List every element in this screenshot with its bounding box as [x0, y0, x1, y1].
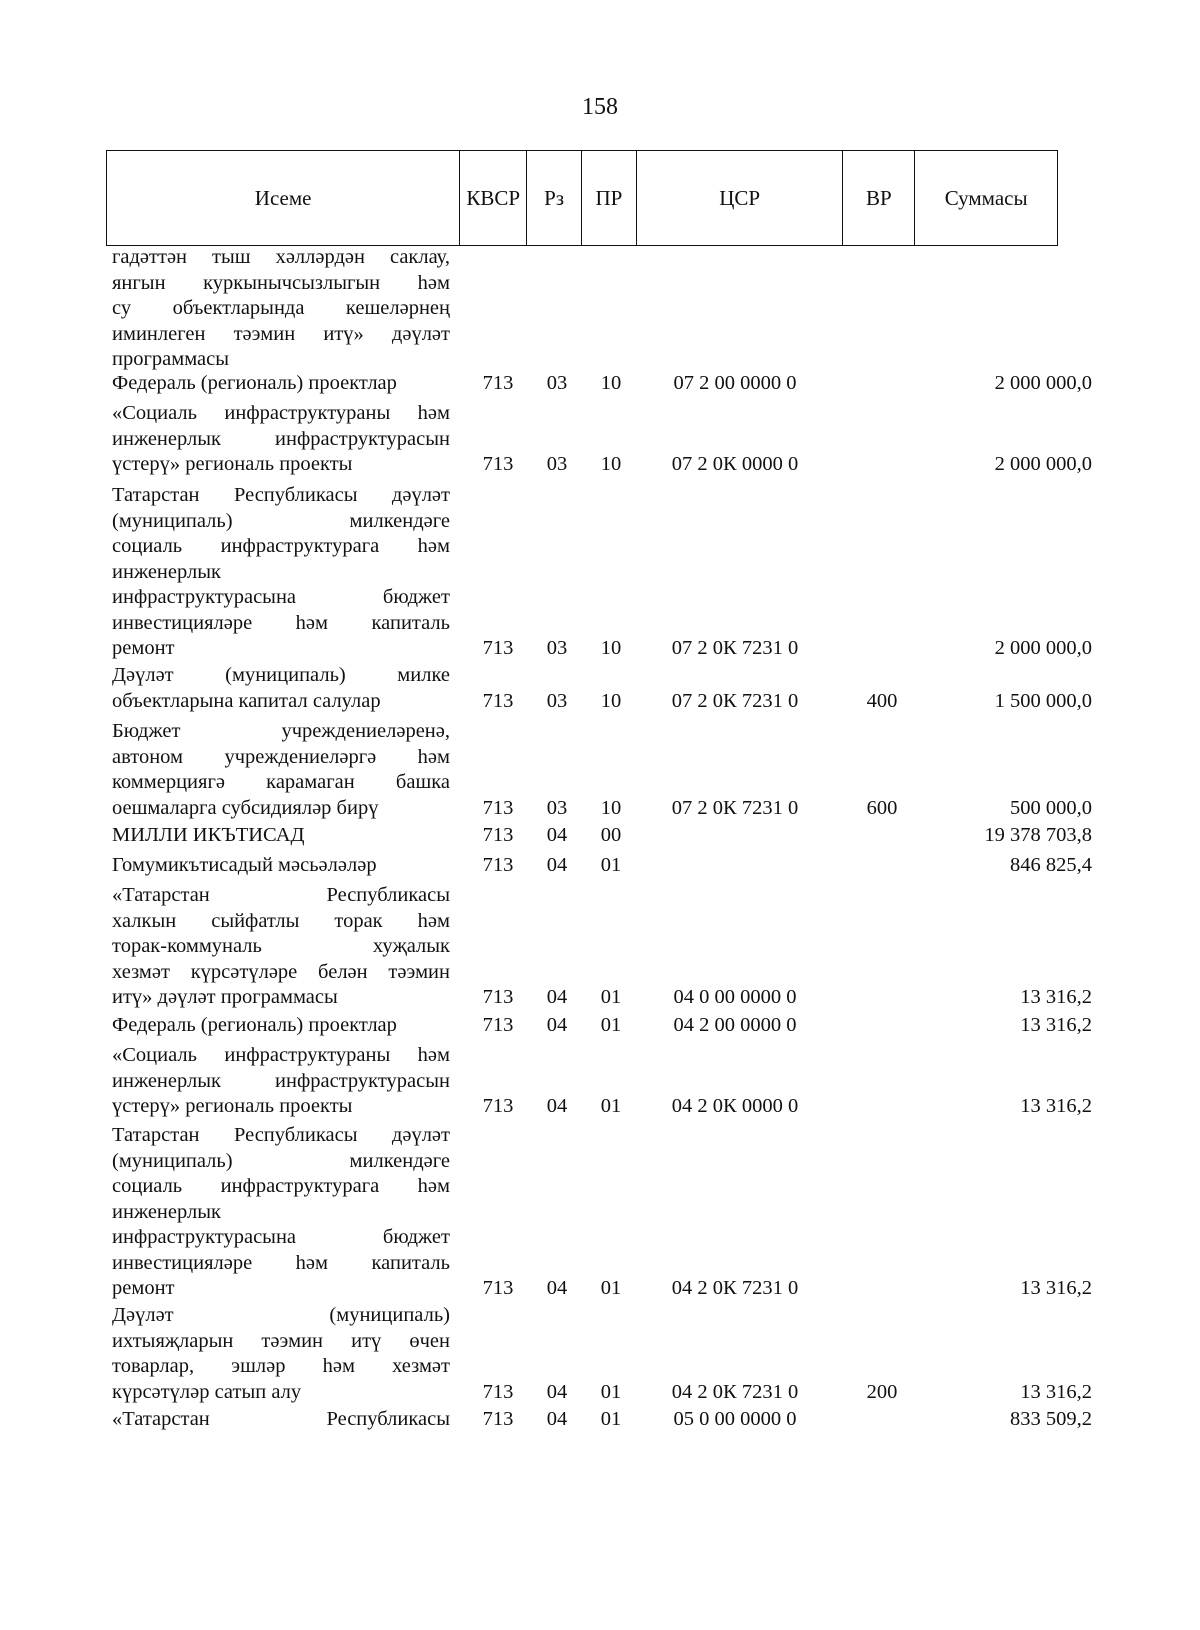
- row-name-line: үстерү» региональ проекты: [112, 453, 353, 475]
- cell-csr: 07 2 0К 7231 0: [671, 689, 799, 712]
- cell-csr: 07 2 0К 0000 0: [671, 453, 799, 475]
- row-name-line: халкын сыйфатлы торак һәм: [112, 909, 450, 932]
- row-name: [112, 245, 450, 373]
- cell-sum: 13 316,2: [1020, 1277, 1092, 1299]
- cell-vr: 600: [866, 796, 898, 819]
- cell-kvsr: 713: [482, 453, 514, 475]
- cell-rz: 03: [546, 637, 568, 659]
- row-name-line: Бюджет учреждениеләренә,: [112, 720, 450, 742]
- cell-pr: 10: [600, 453, 622, 475]
- cell-sum: 13 316,2: [1020, 986, 1092, 1008]
- row-name: [112, 823, 450, 849]
- row-name-line: оешмаларга субсидияләр бирү: [112, 796, 379, 819]
- table-row: [0, 371, 1200, 397]
- header-rz: Рз: [527, 151, 582, 245]
- cell-csr: 04 2 0К 7231 0: [671, 1277, 799, 1299]
- header-name: Исеме: [107, 151, 460, 245]
- table-row: [0, 401, 1200, 478]
- cell-sum: 500 000,0: [1010, 796, 1092, 819]
- row-name-line: объектларына капитал салулар: [112, 689, 381, 712]
- row-name-line: инвестицияләре һәм капиталь: [112, 1251, 450, 1274]
- row-name-line: Дәүләт (муниципаль) милке: [112, 664, 450, 686]
- row-name: [112, 1303, 450, 1405]
- cell-pr: 10: [600, 689, 622, 712]
- row-name-line: инженерлык: [112, 1200, 221, 1223]
- header-sum: Суммасы: [944, 185, 1028, 210]
- cell-sum: 19 378 703,8: [984, 824, 1092, 846]
- row-name-line: гадәттән тыш хәлләрдән саклау,: [112, 246, 450, 268]
- row-name-line: товарлар, эшләр һәм хезмәт: [112, 1355, 450, 1377]
- cell-kvsr: 713: [482, 824, 514, 846]
- row-name-line: инженерлык инфраструктурасын: [112, 1069, 450, 1092]
- table-row: [0, 1303, 1200, 1405]
- cell-sum: 13 316,2: [1020, 1095, 1092, 1117]
- cell-kvsr: 713: [482, 1408, 514, 1430]
- table-row: [0, 1043, 1200, 1120]
- row-name-line: инженерлык: [112, 560, 221, 583]
- row-name-line: инженерлык инфраструктурасын: [112, 427, 450, 450]
- cell-sum: 2 000 000,0: [994, 453, 1092, 475]
- cell-rz: 04: [546, 854, 568, 876]
- cell-pr: 01: [600, 1380, 622, 1403]
- table-row: [0, 483, 1200, 662]
- table-row: [0, 883, 1200, 1011]
- cell-csr: 04 2 0К 7231 0: [671, 1380, 799, 1403]
- table-header: [106, 150, 1058, 246]
- cell-rz: 03: [546, 796, 568, 819]
- cell-sum: 2 000 000,0: [994, 637, 1092, 659]
- row-name-line: «Социаль инфраструктураны һәм: [112, 402, 450, 424]
- row-name-line: Татарстан Республикасы дәүләт: [112, 1124, 450, 1146]
- cell-vr: 200: [866, 1380, 898, 1403]
- row-name-line: иминлеген тәэмин итү» дәүләт: [112, 322, 450, 345]
- header-pr: ПР: [582, 151, 637, 245]
- row-name-line: ремонт: [112, 1277, 175, 1299]
- row-name: [112, 853, 450, 879]
- cell-rz: 04: [546, 1277, 568, 1299]
- row-name-line: ремонт: [112, 637, 175, 659]
- cell-kvsr: 713: [482, 1014, 514, 1036]
- cell-pr: 10: [600, 637, 622, 659]
- row-name: [112, 1407, 450, 1433]
- table-row: [0, 853, 1200, 879]
- row-name-line: янгын куркынычсызлыгын һәм: [112, 271, 450, 294]
- cell-sum: 1 500 000,0: [994, 689, 1092, 712]
- cell-pr: 01: [600, 1408, 622, 1430]
- cell-rz: 04: [546, 1408, 568, 1430]
- row-name: [112, 883, 450, 1011]
- cell-csr: 07 2 0К 7231 0: [671, 796, 799, 819]
- row-name-line: су объектларында кешеләрнең: [112, 297, 450, 319]
- row-name-line: Татарстан Республикасы дәүләт: [112, 484, 450, 506]
- row-name-line: Гомумикътисадый мәсьәләләр: [112, 854, 377, 876]
- table-row: [0, 719, 1200, 821]
- cell-kvsr: 713: [482, 854, 514, 876]
- cell-pr: 01: [600, 1095, 622, 1117]
- row-name-line: итү» дәүләт программасы: [112, 986, 338, 1008]
- row-name-line: МИЛЛИ ИКЪТИСАД: [112, 824, 305, 846]
- cell-sum: 2 000 000,0: [994, 372, 1092, 394]
- cell-sum: 833 509,2: [1010, 1408, 1092, 1430]
- row-name-line: күрсәтүләр сатып алу: [112, 1380, 302, 1403]
- page-number: 158: [582, 94, 618, 120]
- row-name-line: «Татарстан Республикасы: [112, 1408, 450, 1430]
- cell-rz: 04: [546, 1014, 568, 1036]
- row-name-line: (муниципаль) милкендәге: [112, 1149, 450, 1172]
- row-name: [112, 1123, 450, 1302]
- cell-pr: 01: [600, 986, 622, 1008]
- cell-sum: 13 316,2: [1020, 1014, 1092, 1036]
- row-name: [112, 1013, 450, 1039]
- row-name-line: хезмәт күрсәтүләре белән тәэмин: [112, 960, 450, 983]
- cell-rz: 04: [546, 986, 568, 1008]
- header-kvsr: КВСР: [460, 151, 527, 245]
- row-name-line: Федераль (региональ) проектлар: [112, 372, 397, 394]
- cell-kvsr: 713: [482, 372, 514, 394]
- row-name: [112, 401, 450, 478]
- row-name-line: ихтыяҗларын тәэмин итү өчен: [112, 1329, 450, 1352]
- cell-kvsr: 713: [482, 796, 514, 819]
- cell-pr: 10: [600, 372, 622, 394]
- row-name-line: «Татарстан Республикасы: [112, 884, 450, 906]
- row-name: [112, 371, 450, 397]
- cell-vr: 400: [866, 689, 898, 712]
- row-name-line: «Социаль инфраструктураны һәм: [112, 1044, 450, 1066]
- cell-rz: 04: [546, 1095, 568, 1117]
- table-row: [0, 1407, 1200, 1433]
- cell-kvsr: 713: [482, 1380, 514, 1403]
- row-name-line: программасы: [112, 348, 230, 370]
- cell-rz: 04: [546, 1380, 568, 1403]
- row-name-line: социаль инфраструктурага һәм: [112, 535, 450, 557]
- row-name-line: инвестицияләре һәм капиталь: [112, 611, 450, 634]
- cell-csr: 04 0 00 0000 0: [673, 986, 797, 1008]
- cell-kvsr: 713: [482, 1095, 514, 1117]
- row-name-line: автоном учреждениеләргә һәм: [112, 745, 450, 768]
- table-row: [0, 823, 1200, 849]
- cell-pr: 01: [600, 854, 622, 876]
- cell-sum: 846 825,4: [1010, 854, 1092, 876]
- table-row: [0, 663, 1200, 714]
- row-name: [112, 663, 450, 714]
- cell-csr: 04 2 00 0000 0: [673, 1014, 797, 1036]
- cell-pr: 01: [600, 1277, 622, 1299]
- cell-csr: 07 2 00 0000 0: [673, 372, 797, 394]
- cell-pr: 10: [600, 796, 622, 819]
- cell-kvsr: 713: [482, 1277, 514, 1299]
- cell-kvsr: 713: [482, 689, 514, 712]
- cell-pr: 01: [600, 1014, 622, 1036]
- row-name-line: коммерциягә карамаган башка: [112, 771, 450, 793]
- row-name-line: (муниципаль) милкендәге: [112, 509, 450, 532]
- header-csr: ЦСР: [637, 151, 844, 245]
- cell-pr: 00: [600, 824, 622, 846]
- row-name: [112, 483, 450, 662]
- row-name-line: Федераль (региональ) проектлар: [112, 1014, 397, 1036]
- row-name-line: Дәүләт (муниципаль): [112, 1304, 450, 1326]
- header-vr: ВР: [843, 151, 915, 245]
- cell-rz: 04: [546, 824, 568, 846]
- table-row: [0, 1123, 1200, 1302]
- row-name-line: инфраструктурасына бюджет: [112, 1226, 450, 1248]
- row-name-line: социаль инфраструктурага һәм: [112, 1175, 450, 1197]
- cell-csr: 04 2 0К 0000 0: [671, 1095, 799, 1117]
- table-row: [0, 245, 1200, 373]
- cell-rz: 03: [546, 689, 568, 712]
- row-name: [112, 719, 450, 821]
- cell-rz: 03: [546, 372, 568, 394]
- table-row: [0, 1013, 1200, 1039]
- row-name-line: үстерү» региональ проекты: [112, 1095, 353, 1117]
- cell-csr: 07 2 0К 7231 0: [671, 637, 799, 659]
- cell-kvsr: 713: [482, 637, 514, 659]
- cell-kvsr: 713: [482, 986, 514, 1008]
- row-name: [112, 1043, 450, 1120]
- row-name-line: торак-коммуналь хуҗалык: [112, 935, 450, 957]
- cell-sum: 13 316,2: [1020, 1380, 1092, 1403]
- row-name-line: инфраструктурасына бюджет: [112, 586, 450, 608]
- cell-csr: 05 0 00 0000 0: [673, 1408, 797, 1430]
- cell-rz: 03: [546, 453, 568, 475]
